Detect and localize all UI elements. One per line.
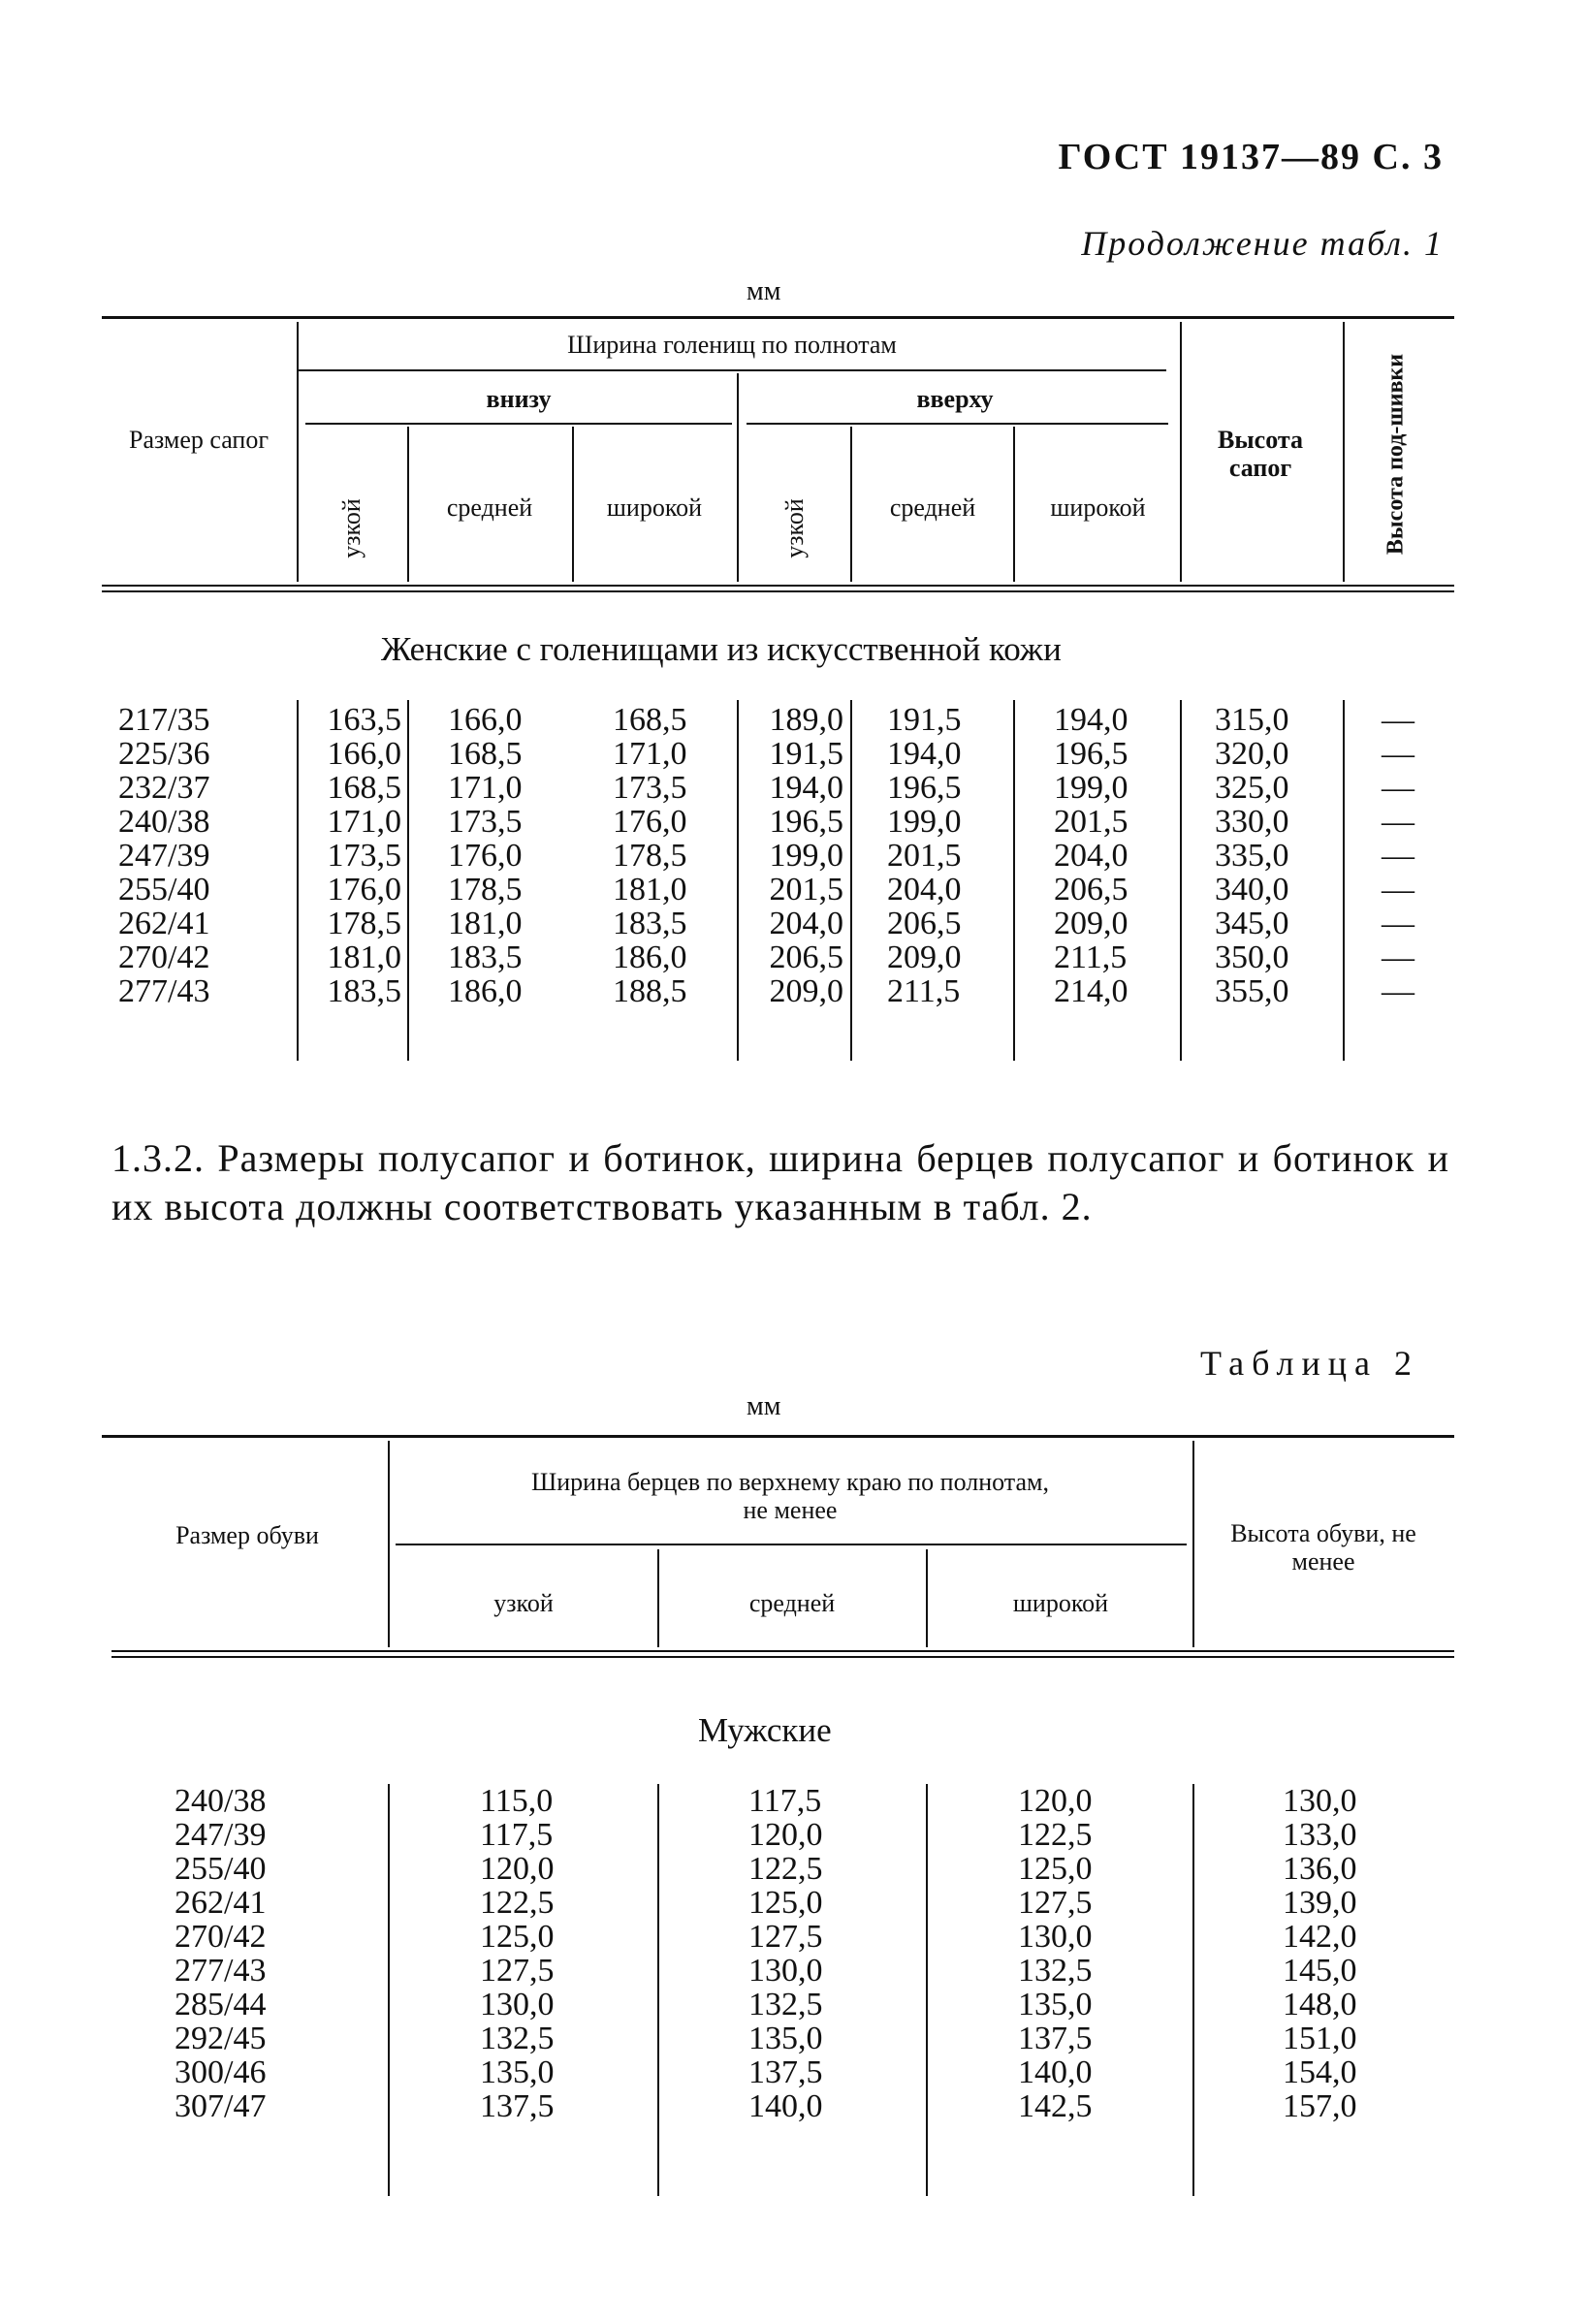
table-cell: 122,5	[480, 1885, 555, 1921]
table-cell: 132,5	[480, 2021, 555, 2056]
table2-vline-1	[388, 1441, 390, 1647]
table1-header-rule-2	[102, 590, 1454, 592]
table2-col-size	[175, 1784, 266, 2123]
table2-section-title: Мужские	[698, 1711, 832, 1749]
table-cell: 168,5	[448, 736, 523, 772]
table-cell: 209,0	[887, 939, 962, 975]
table-cell: 262/41	[118, 906, 210, 941]
table1-vline-mid	[737, 373, 739, 582]
table-cell: 345,0	[1215, 906, 1289, 941]
table-cell: —	[1382, 973, 1414, 1009]
table2-body-vline-4	[1192, 1784, 1194, 2196]
table1-header-top: вверху	[916, 385, 994, 413]
table-cell: 209,0	[769, 973, 843, 1009]
table-cell: 120,0	[748, 1817, 823, 1853]
table-cell: 127,5	[748, 1919, 823, 1955]
table-cell: 206,5	[769, 939, 843, 975]
table-cell: 240/38	[175, 1783, 267, 1819]
table-cell: 225/36	[118, 736, 210, 772]
page-header: ГОСТ 19137—89 С. 3	[1058, 137, 1444, 177]
table1-top-sub-rule	[747, 423, 1168, 425]
table-cell: 120,0	[480, 1851, 555, 1887]
table-cell: 173,5	[448, 804, 523, 840]
table1-body-vline-7	[1343, 700, 1345, 1061]
table-cell: 127,5	[480, 1953, 555, 1989]
table-cell: 270/42	[118, 939, 210, 975]
table1-vline-b1	[407, 427, 409, 582]
paragraph-1-3-2: 1.3.2. Размеры полусапог и ботинок, ширина берцев полусапог и ботинок и их высота должны соответствовать указанным в табл. 2.	[111, 1136, 1449, 1228]
table1-header-height: Высота сапог	[1218, 426, 1303, 482]
table-cell: —	[1382, 939, 1414, 975]
table-cell: 194,0	[1054, 702, 1128, 738]
table-cell: 125,0	[748, 1885, 823, 1921]
table-cell: 340,0	[1215, 872, 1289, 907]
table1-body-vline-4	[850, 700, 852, 1061]
table-cell: 247/39	[175, 1817, 267, 1853]
table2-header-size: Размер обуви	[175, 1521, 319, 1549]
table1-vline-1	[297, 322, 299, 582]
table-cell: 255/40	[175, 1851, 267, 1887]
table-cell: 206,5	[1054, 872, 1128, 907]
table2-col-wide	[1018, 1784, 1093, 2123]
table1-body-vline-2	[407, 700, 409, 1061]
table-cell: —	[1382, 906, 1414, 941]
table2-header-wide: широкой	[1012, 1589, 1109, 1617]
table2-body-vline-1	[388, 1784, 390, 2196]
table1-vline-b2	[572, 427, 574, 582]
table-cell: 173,5	[327, 838, 401, 874]
table-cell: 209,0	[1054, 906, 1128, 941]
table-cell: 178,5	[613, 838, 687, 874]
table-cell: 178,5	[327, 906, 401, 941]
table-cell: 130,0	[1018, 1919, 1093, 1955]
table-cell: —	[1382, 702, 1414, 738]
table-cell: 176,0	[448, 838, 523, 874]
table-cell: 262/41	[175, 1885, 267, 1921]
table-cell: 214,0	[1054, 973, 1128, 1009]
table-cell: 163,5	[327, 702, 401, 738]
table-cell: 315,0	[1215, 702, 1289, 738]
table-cell: 181,0	[613, 872, 687, 907]
table-cell: 188,5	[613, 973, 687, 1009]
table2-unit: мм	[747, 1391, 781, 1421]
table-cell: 117,5	[480, 1817, 554, 1853]
table-cell: 199,0	[769, 838, 843, 874]
table-cell: 133,0	[1283, 1817, 1357, 1853]
table-cell: 191,5	[887, 702, 962, 738]
table-cell: 130,0	[480, 1987, 555, 2022]
table1-header-rule-1	[102, 585, 1454, 587]
table2-body-vline-2	[657, 1784, 659, 2196]
table2-header-rule-1	[111, 1650, 1454, 1652]
table-cell: 183,5	[613, 906, 687, 941]
table-cell: 168,5	[327, 770, 401, 806]
table-cell: 115,0	[480, 1783, 554, 1819]
table-cell: 145,0	[1283, 1953, 1357, 1989]
table-cell: 183,5	[327, 973, 401, 1009]
table2-vline-3	[926, 1549, 928, 1647]
table-continuation-label: Продолжение табл. 1	[1081, 224, 1444, 263]
table2-header-medium: средней	[748, 1589, 836, 1617]
table-cell: 122,5	[748, 1851, 823, 1887]
table2-header-narrow: узкой	[493, 1589, 554, 1617]
table-cell: —	[1382, 770, 1414, 806]
table-cell: 350,0	[1215, 939, 1289, 975]
table1-header-t-medium: средней	[889, 493, 976, 522]
table1-body-vline-3	[737, 700, 739, 1061]
table2-header-height: Высота обуви, не менее	[1230, 1519, 1416, 1576]
table-cell: 201,5	[769, 872, 843, 907]
table-cell: 196,5	[1054, 736, 1128, 772]
table1-col-bottom-medium	[448, 703, 523, 1008]
table-cell: 325,0	[1215, 770, 1289, 806]
table1-top-rule	[102, 316, 1454, 319]
table1-col-size	[118, 703, 209, 1008]
table-cell: 130,0	[748, 1953, 823, 1989]
table-cell: 292/45	[175, 2021, 267, 2056]
table2-title: Таблица 2	[1200, 1344, 1419, 1383]
table-cell: 232/37	[118, 770, 210, 806]
table-cell: 186,0	[613, 939, 687, 975]
table2-vline-2	[657, 1549, 659, 1647]
table-cell: 168,5	[613, 702, 687, 738]
table1-col-lining	[1382, 703, 1414, 1008]
table-cell: 300/46	[175, 2054, 267, 2090]
table1-col-bottom-narrow	[302, 703, 401, 1008]
table-cell: 176,0	[613, 804, 687, 840]
table-cell: 142,5	[1018, 2088, 1093, 2124]
table-cell: 206,5	[887, 906, 962, 941]
table-cell: 132,5	[1018, 1953, 1093, 1989]
table-cell: 285/44	[175, 1987, 267, 2022]
table2-group-rule	[396, 1544, 1187, 1545]
table1-col-top-wide	[1054, 703, 1128, 1008]
table1-header-width-group: Ширина голенищ по полнотам	[567, 331, 897, 359]
table-cell: 125,0	[1018, 1851, 1093, 1887]
table1-col-top-medium	[887, 703, 962, 1008]
table1-section-title: Женские с голенищами из искусственной кожи	[381, 630, 1062, 668]
table-cell: 139,0	[1283, 1885, 1357, 1921]
table-cell: 137,5	[1018, 2021, 1093, 2056]
table-cell: 196,5	[769, 804, 843, 840]
table-cell: —	[1382, 872, 1414, 907]
table1-header-b-wide: широкой	[606, 493, 703, 522]
table-cell: 142,0	[1283, 1919, 1357, 1955]
table-cell: 204,0	[769, 906, 843, 941]
table-cell: 173,5	[613, 770, 687, 806]
table-cell: 137,5	[480, 2088, 555, 2124]
table-cell: 127,5	[1018, 1885, 1093, 1921]
table-cell: 204,0	[887, 872, 962, 907]
table-cell: 330,0	[1215, 804, 1289, 840]
table1-body-vline-6	[1180, 700, 1182, 1061]
table-cell: 307/47	[175, 2088, 267, 2124]
table1-header-t-wide: широкой	[1050, 493, 1146, 522]
table1-group-rule	[299, 369, 1166, 371]
table-cell: 148,0	[1283, 1987, 1357, 2022]
table-cell: 125,0	[480, 1919, 555, 1955]
table1-vline-t2	[1013, 427, 1015, 582]
table2-col-narrow	[480, 1784, 555, 2123]
table-cell: —	[1382, 838, 1414, 874]
table2-body-vline-3	[926, 1784, 928, 2196]
table-cell: 247/39	[118, 838, 210, 874]
table-cell: 135,0	[748, 2021, 823, 2056]
table-cell: 201,5	[887, 838, 962, 874]
table-cell: 320,0	[1215, 736, 1289, 772]
table-cell: 211,5	[1054, 939, 1128, 975]
table-cell: 270/42	[175, 1919, 267, 1955]
table-cell: 335,0	[1215, 838, 1289, 874]
table-cell: 166,0	[448, 702, 523, 738]
table2-header-width-group: Ширина берцев по верхнему краю по полнотам, не менее	[531, 1468, 1049, 1524]
table1-header-size: Размер сапог	[128, 426, 270, 454]
table-cell: 255/40	[118, 872, 210, 907]
table-cell: 191,5	[769, 736, 843, 772]
table-cell: 178,5	[448, 872, 523, 907]
table-cell: 277/43	[118, 973, 210, 1009]
table1-vline-lining	[1343, 322, 1345, 582]
table-cell: 355,0	[1215, 973, 1289, 1009]
table1-header-t-narrow: узкой	[780, 498, 809, 558]
table-cell: 196,5	[887, 770, 962, 806]
table1-body-vline-1	[297, 700, 299, 1061]
table-cell: 140,0	[748, 2088, 823, 2124]
table2-top-rule	[102, 1435, 1454, 1438]
table-cell: 277/43	[175, 1953, 267, 1989]
table-cell: 122,5	[1018, 1817, 1093, 1853]
table1-col-top-narrow	[743, 703, 843, 1008]
table1-header-b-medium: средней	[446, 493, 533, 522]
table-cell: 217/35	[118, 702, 210, 738]
table-cell: 181,0	[327, 939, 401, 975]
table2-header-rule-2	[111, 1656, 1454, 1658]
table1-header-bottom: внизу	[486, 385, 552, 413]
table-cell: 240/38	[118, 804, 210, 840]
table-cell: 135,0	[480, 2054, 555, 2090]
table-cell: 189,0	[769, 702, 843, 738]
table-cell: 154,0	[1283, 2054, 1357, 2090]
table1-header-lining: Высота под-шивки	[1382, 353, 1409, 556]
table-cell: 151,0	[1283, 2021, 1357, 2056]
table1-vline-height	[1180, 322, 1182, 582]
table-cell: 136,0	[1283, 1851, 1357, 1887]
table1-col-height	[1215, 703, 1289, 1008]
table-cell: 140,0	[1018, 2054, 1093, 2090]
table2-col-medium	[748, 1784, 823, 2123]
table-cell: 117,5	[748, 1783, 822, 1819]
table1-col-bottom-wide	[613, 703, 687, 1008]
table-cell: 211,5	[887, 973, 961, 1009]
table1-vline-t1	[850, 427, 852, 582]
table-cell: 166,0	[327, 736, 401, 772]
table-cell: 186,0	[448, 973, 523, 1009]
table-cell: 132,5	[748, 1987, 823, 2022]
table-cell: 120,0	[1018, 1783, 1093, 1819]
table-cell: —	[1382, 736, 1414, 772]
table-cell: 130,0	[1283, 1783, 1357, 1819]
table1-body-vline-5	[1013, 700, 1015, 1061]
table-cell: 171,0	[327, 804, 401, 840]
table2-col-height	[1283, 1784, 1357, 2123]
table-cell: 199,0	[1054, 770, 1128, 806]
table-cell: 194,0	[769, 770, 843, 806]
table-cell: 135,0	[1018, 1987, 1093, 2022]
table-cell: 183,5	[448, 939, 523, 975]
table1-bottom-sub-rule	[305, 423, 732, 425]
table1-header-b-narrow: узкой	[337, 498, 365, 558]
table2-vline-height	[1192, 1441, 1194, 1647]
table-cell: —	[1382, 804, 1414, 840]
table-cell: 176,0	[327, 872, 401, 907]
table-cell: 157,0	[1283, 2088, 1357, 2124]
table-cell: 204,0	[1054, 838, 1128, 874]
table-cell: 137,5	[748, 2054, 823, 2090]
table1-unit: мм	[747, 276, 781, 306]
table-cell: 201,5	[1054, 804, 1128, 840]
table-cell: 171,0	[613, 736, 687, 772]
table-cell: 171,0	[448, 770, 523, 806]
table-cell: 181,0	[448, 906, 523, 941]
table-cell: 194,0	[887, 736, 962, 772]
table-cell: 199,0	[887, 804, 962, 840]
